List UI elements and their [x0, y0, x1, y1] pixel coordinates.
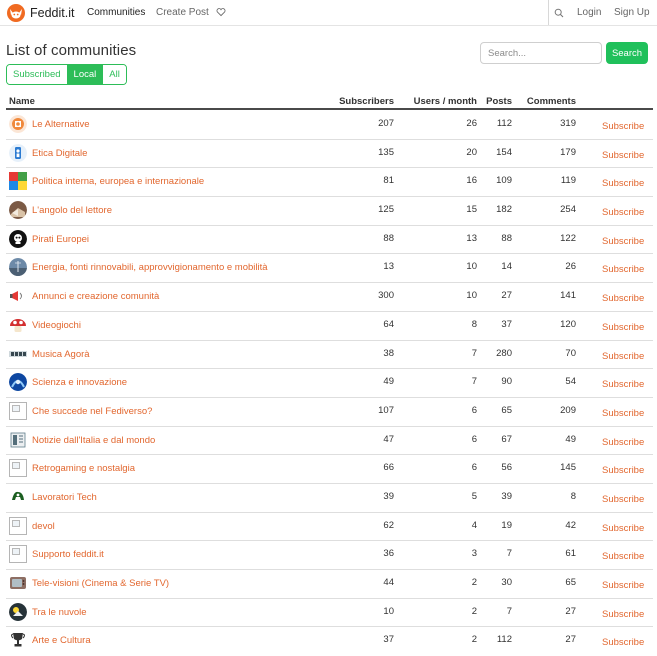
comments-count: 209 — [560, 404, 576, 416]
broken-image-icon — [9, 545, 27, 563]
column-header-comments: Comments — [526, 96, 576, 107]
users-month-count: 8 — [471, 318, 477, 330]
community-link[interactable]: Supporto feddit.it — [32, 549, 104, 561]
column-header-name: Name — [9, 96, 35, 107]
users-month-count: 2 — [471, 605, 477, 617]
table-row — [6, 369, 653, 398]
community-link[interactable]: Annunci e creazione comunità — [32, 291, 160, 303]
users-month-count: 15 — [466, 204, 477, 216]
subscribe-button[interactable]: Subscribe — [602, 178, 645, 190]
subscribers-count: 13 — [383, 261, 394, 273]
brand-name: Feddit.it — [30, 6, 75, 20]
signup-link[interactable]: Sign Up — [614, 7, 650, 18]
community-link[interactable]: Notizie dall'Italia e dal mondo — [32, 434, 156, 446]
subscribers-count: 64 — [383, 318, 394, 330]
subscribe-button[interactable]: Subscribe — [602, 407, 645, 419]
subscribe-button[interactable]: Subscribe — [602, 379, 645, 391]
community-avatar-icon — [9, 230, 27, 248]
community-link[interactable]: Energia, fonti rinnovabili, approvvigionamento e mobilità — [32, 262, 268, 274]
subscribers-count: 125 — [378, 204, 394, 216]
subscribe-button[interactable]: Subscribe — [602, 293, 645, 305]
broken-image-icon — [9, 517, 27, 535]
posts-count: 67 — [501, 433, 512, 445]
column-header-posts: Posts — [486, 96, 512, 107]
subscribe-button[interactable]: Subscribe — [602, 207, 645, 219]
subscribers-count: 36 — [383, 548, 394, 560]
comments-count: 179 — [560, 146, 576, 158]
subscribe-button[interactable]: Subscribe — [602, 436, 645, 448]
community-link[interactable]: Videogiochi — [32, 319, 81, 331]
communities-table-body — [6, 111, 653, 656]
community-avatar-icon — [9, 115, 27, 133]
community-link[interactable]: Lavoratori Tech — [32, 491, 97, 503]
users-month-count: 5 — [471, 490, 477, 502]
posts-count: 112 — [496, 118, 512, 129]
community-link[interactable]: Pirati Europei — [32, 233, 90, 245]
table-row — [6, 599, 653, 628]
posts-count: 7 — [506, 605, 512, 617]
community-avatar-icon — [9, 373, 27, 391]
search-input[interactable] — [480, 42, 602, 64]
subscribe-button[interactable]: Subscribe — [602, 121, 645, 132]
users-month-count: 3 — [471, 548, 477, 560]
subscribe-button[interactable]: Subscribe — [602, 580, 645, 591]
subscribers-count: 38 — [383, 347, 394, 359]
users-month-count: 10 — [466, 290, 477, 302]
comments-count: 49 — [565, 433, 576, 445]
subscribers-count: 88 — [383, 232, 394, 244]
subscribers-count: 44 — [383, 577, 394, 588]
broken-image-icon — [9, 459, 27, 477]
posts-count: 154 — [496, 146, 512, 158]
comments-count: 42 — [565, 519, 576, 531]
navbar-divider — [548, 0, 549, 25]
subscribers-count: 207 — [378, 118, 394, 129]
subscribers-count: 49 — [383, 376, 394, 388]
comments-count: 70 — [565, 347, 576, 359]
table-row — [6, 455, 653, 484]
filter-all[interactable]: All — [103, 65, 126, 84]
comments-count: 65 — [565, 577, 576, 588]
posts-count: 56 — [501, 462, 512, 474]
community-avatar-icon — [9, 201, 27, 219]
community-link[interactable]: devol — [32, 520, 55, 532]
users-month-count: 7 — [471, 347, 477, 359]
top-navbar — [0, 0, 657, 26]
mushroom-icon — [9, 316, 27, 334]
brand-home-link[interactable] — [7, 4, 74, 22]
community-link[interactable]: Retrogaming e nostalgia — [32, 463, 135, 475]
posts-count: 27 — [501, 290, 512, 302]
filter-local[interactable]: Local — [68, 65, 104, 84]
community-link[interactable]: Musica Agorà — [32, 348, 90, 360]
table-row — [6, 197, 653, 226]
posts-count: 30 — [501, 577, 512, 588]
community-link[interactable]: Che succede nel Fediverso? — [32, 405, 153, 417]
subscribers-count: 10 — [383, 605, 394, 617]
posts-count: 19 — [501, 519, 512, 531]
comments-count: 141 — [560, 290, 576, 302]
community-avatar-icon — [9, 172, 27, 190]
posts-count: 182 — [496, 204, 512, 216]
table-row — [6, 513, 653, 542]
table-row — [6, 427, 653, 456]
posts-count: 14 — [501, 261, 512, 273]
subscribe-button[interactable]: Subscribe — [602, 637, 645, 649]
posts-count: 109 — [496, 175, 512, 187]
tv-icon — [9, 574, 27, 592]
users-month-count: 2 — [471, 577, 477, 588]
comments-count: 145 — [560, 462, 576, 474]
comments-count: 319 — [560, 118, 576, 129]
community-link[interactable]: Arte e Cultura — [32, 635, 91, 647]
heart-icon[interactable] — [216, 7, 226, 17]
table-row — [6, 341, 653, 370]
subscribe-button[interactable]: Subscribe — [602, 264, 645, 276]
comments-count: 27 — [565, 634, 576, 646]
subscribers-count: 107 — [378, 404, 394, 416]
posts-count: 90 — [501, 376, 512, 388]
subscribers-count: 135 — [378, 146, 394, 158]
comments-count: 120 — [560, 318, 576, 330]
subscribers-count: 37 — [383, 634, 394, 646]
search-icon[interactable] — [554, 8, 564, 18]
comments-count: 27 — [565, 605, 576, 617]
posts-count: 39 — [501, 490, 512, 502]
comments-count: 122 — [560, 232, 576, 244]
community-avatar-icon — [9, 603, 27, 621]
subscribe-button[interactable]: Subscribe — [602, 465, 645, 477]
community-avatar-icon — [9, 488, 27, 506]
column-header-users-month: Users / month — [413, 96, 477, 107]
posts-count: 88 — [501, 232, 512, 244]
users-month-count: 10 — [466, 261, 477, 273]
community-link[interactable]: Tra le nuvole — [32, 606, 87, 618]
comments-count: 8 — [570, 490, 576, 502]
users-month-count: 6 — [471, 433, 477, 445]
users-month-count: 6 — [471, 462, 477, 474]
community-avatar-icon — [9, 258, 27, 276]
table-row — [6, 541, 653, 570]
table-row — [6, 111, 653, 140]
community-avatar-icon — [9, 144, 27, 162]
posts-count: 65 — [501, 404, 512, 416]
comments-count: 26 — [565, 261, 576, 273]
subscribers-count: 66 — [383, 462, 394, 474]
table-row — [6, 312, 653, 341]
subscribe-button[interactable]: Subscribe — [602, 321, 645, 333]
table-row — [6, 283, 653, 312]
feddit-logo-icon — [7, 4, 25, 22]
subscribe-button[interactable]: Subscribe — [602, 149, 645, 161]
community-avatar-icon — [9, 345, 27, 363]
users-month-count: 26 — [466, 118, 477, 129]
community-link[interactable]: Scienza e innovazione — [32, 377, 128, 389]
subscribers-count: 47 — [383, 433, 394, 445]
table-row — [6, 168, 653, 197]
table-row — [6, 484, 653, 513]
posts-count: 112 — [496, 634, 512, 646]
users-month-count: 13 — [466, 232, 477, 244]
table-row — [6, 140, 653, 169]
megaphone-icon — [9, 287, 27, 305]
table-row — [6, 254, 653, 283]
page-title: List of communities — [6, 42, 137, 59]
column-header-subscribers: Subscribers — [339, 96, 394, 107]
subscribers-count: 81 — [383, 175, 394, 187]
community-link[interactable]: L'angolo del lettore — [32, 205, 112, 217]
table-row — [6, 226, 653, 255]
community-link[interactable]: Politica interna, europea e internazionale — [32, 176, 205, 188]
filter-subscribed[interactable]: Subscribed — [7, 65, 68, 84]
nav-create-post-link[interactable]: Create Post — [156, 7, 209, 18]
posts-count: 7 — [506, 548, 512, 560]
community-link[interactable]: Etica Digitale — [32, 147, 88, 159]
subscribe-button[interactable]: Subscribe — [602, 235, 645, 247]
subscribers-count: 300 — [378, 290, 394, 302]
subscribe-button[interactable]: Subscribe — [602, 608, 645, 620]
posts-count: 280 — [496, 347, 512, 359]
users-month-count: 20 — [466, 146, 477, 158]
subscribe-button[interactable]: Subscribe — [602, 350, 645, 362]
table-row — [6, 570, 653, 599]
users-month-count: 7 — [471, 376, 477, 388]
subscribers-count: 62 — [383, 519, 394, 531]
comments-count: 119 — [560, 175, 576, 187]
table-row — [6, 398, 653, 427]
subscribe-button[interactable]: Subscribe — [602, 551, 645, 563]
nav-communities-link[interactable]: Communities — [87, 7, 146, 18]
search-button[interactable]: Search — [606, 42, 648, 64]
community-link[interactable]: Le Alternative — [32, 119, 90, 130]
users-month-count: 2 — [471, 634, 477, 646]
table-row — [6, 627, 653, 656]
broken-image-icon — [9, 402, 27, 420]
users-month-count: 16 — [466, 175, 477, 187]
login-link[interactable]: Login — [577, 7, 602, 18]
subscribe-button[interactable]: Subscribe — [602, 493, 645, 505]
trophy-icon — [9, 631, 27, 649]
newspaper-icon — [9, 431, 27, 449]
posts-count: 37 — [501, 318, 512, 330]
comments-count: 61 — [565, 548, 576, 560]
comments-count: 254 — [560, 204, 576, 216]
comments-count: 54 — [565, 376, 576, 388]
users-month-count: 4 — [471, 519, 477, 531]
community-link[interactable]: Tele-visioni (Cinema & Serie TV) — [32, 578, 170, 589]
listing-filter-group — [6, 64, 127, 85]
subscribe-button[interactable]: Subscribe — [602, 522, 645, 534]
table-header — [6, 91, 653, 110]
subscribers-count: 39 — [383, 490, 394, 502]
users-month-count: 6 — [471, 404, 477, 416]
